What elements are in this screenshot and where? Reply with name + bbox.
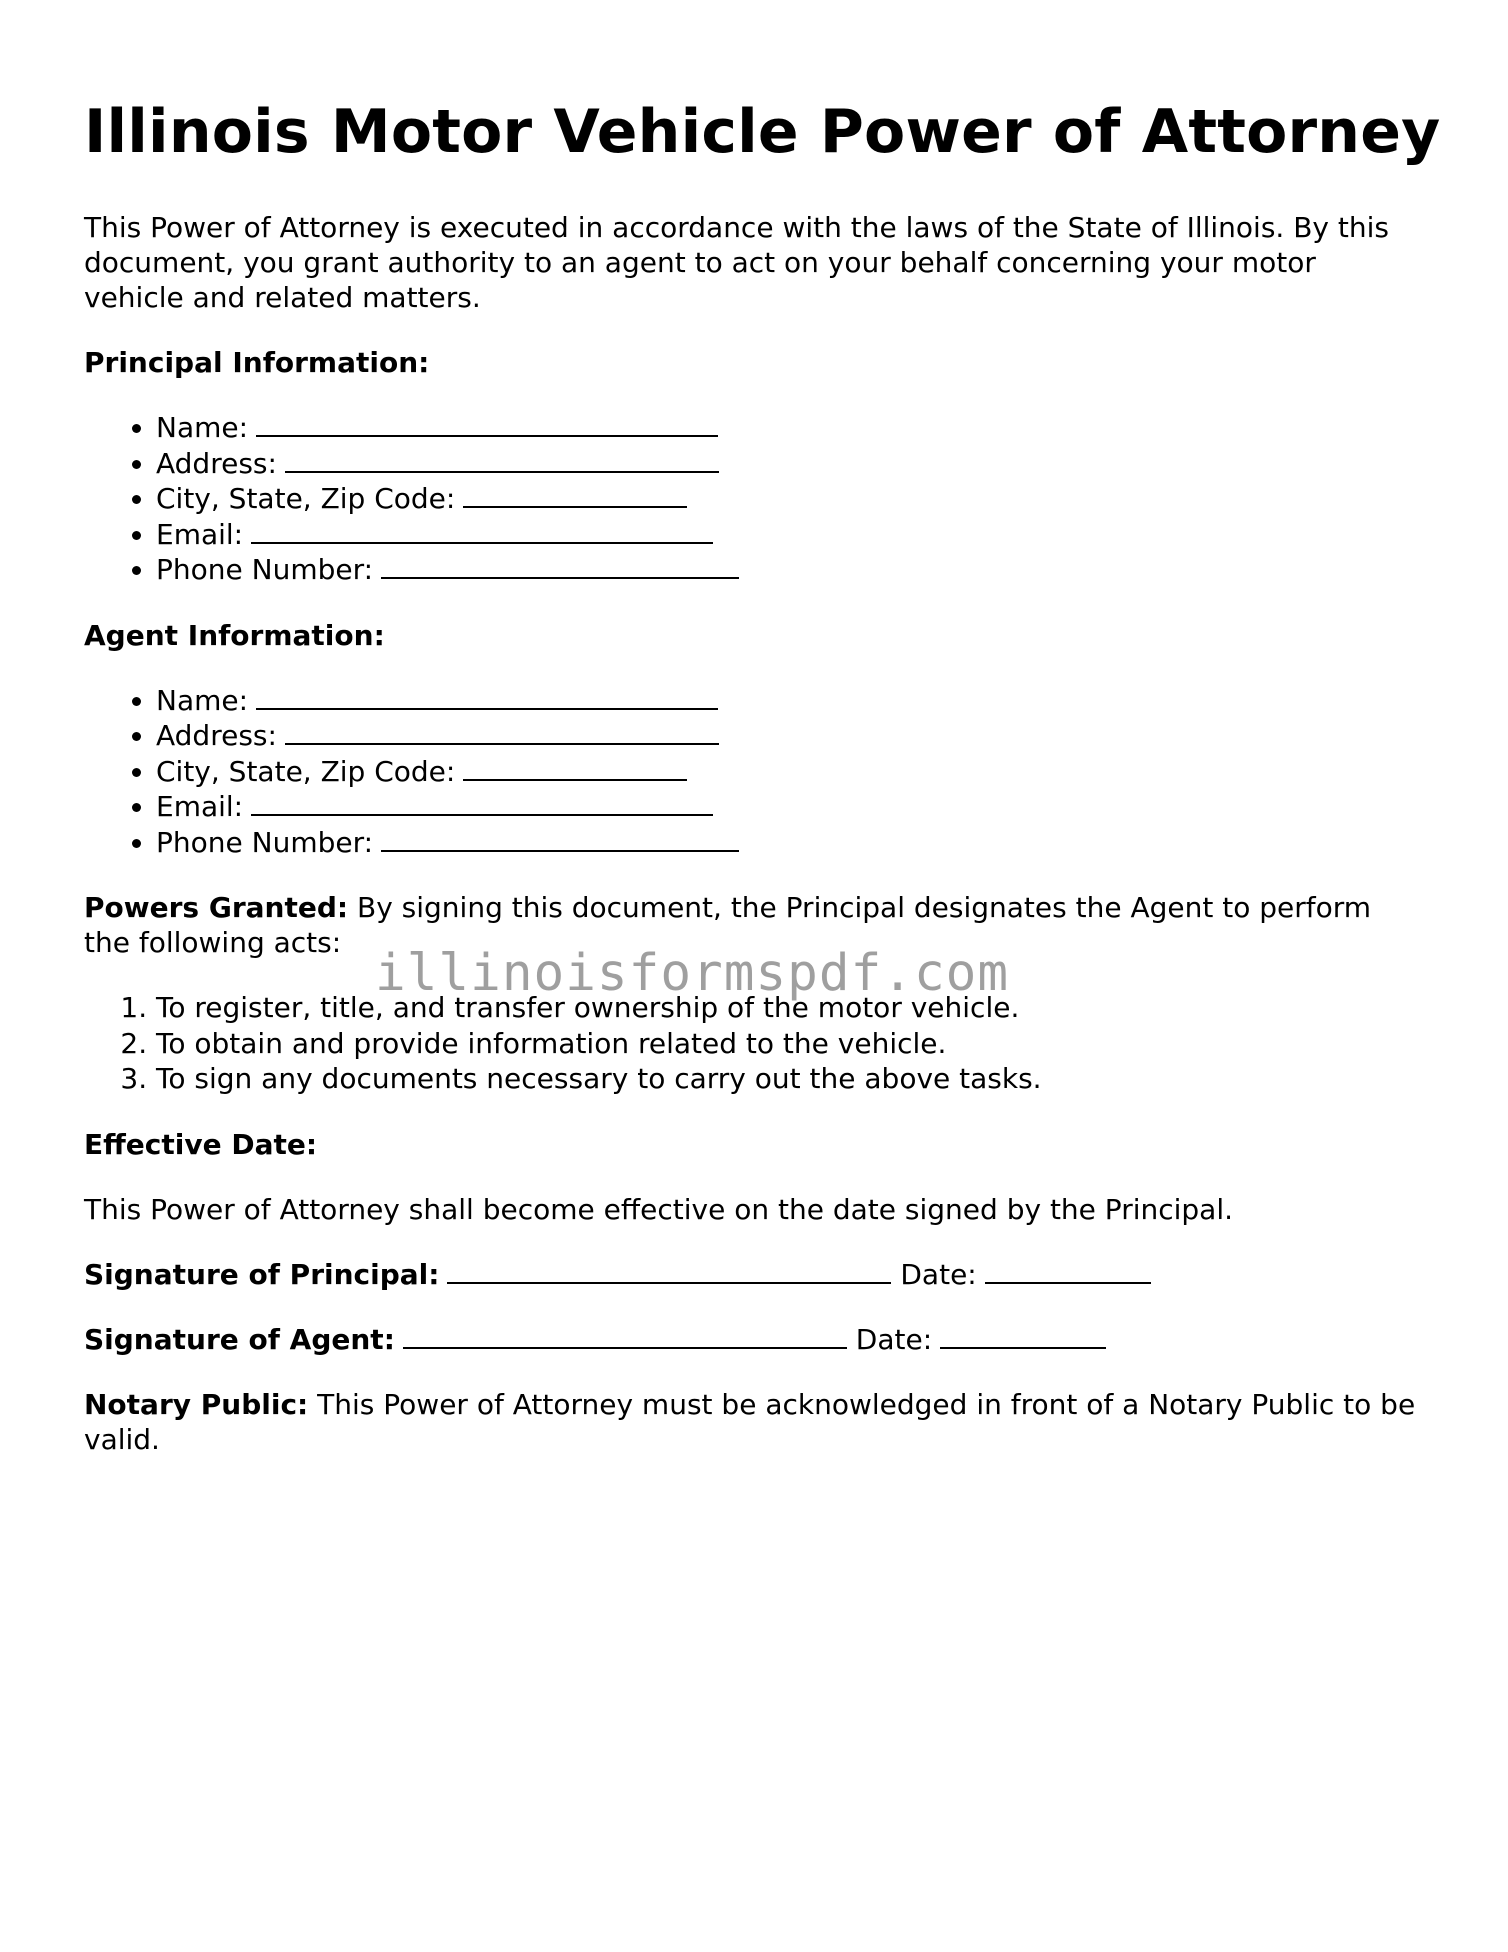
email-blank-line[interactable]	[251, 790, 713, 816]
name-blank-line[interactable]	[256, 411, 718, 437]
principal-heading: Principal Information:	[84, 346, 430, 379]
phone-blank-line[interactable]	[381, 553, 739, 579]
field-label: Name:	[156, 683, 249, 717]
powers-list	[84, 990, 1424, 1097]
agent-field-list	[84, 683, 1424, 861]
agent-signature-label: Signature of Agent:	[84, 1322, 395, 1356]
agent-email-field	[156, 789, 1424, 825]
field-label: Phone Number:	[156, 553, 374, 586]
notary-paragraph	[84, 1387, 1424, 1457]
agent-phone-field	[156, 825, 1424, 861]
notary-text: This Power of Attorney must be acknowledged in front of a Notary Public to be valid.	[84, 1387, 1416, 1456]
principal-city-state-zip-field	[156, 481, 1424, 517]
agent-date-blank[interactable]	[940, 1323, 1106, 1349]
effective-date-heading: Effective Date:	[84, 1127, 318, 1161]
city-state-zip-blank-line[interactable]	[463, 755, 687, 781]
date-label: Date:	[900, 1257, 977, 1291]
watermark-text: illinoisformspdf.com	[375, 944, 1010, 1003]
intro-paragraph: This Power of Attorney is executed in accordance with the laws of the State of Illinois. By this document, you grant authority to an agent to act on your behalf concerning your motor vehicle and related matters.	[84, 211, 1389, 314]
field-label: Address:	[156, 719, 277, 752]
document-title: Illinois Motor Vehicle Power of Attorney	[84, 97, 1441, 167]
field-label: City, State, Zip Code:	[156, 482, 456, 515]
field-label: Email:	[156, 517, 244, 551]
name-blank-line[interactable]	[256, 684, 718, 710]
agent-signature-blank[interactable]	[403, 1323, 847, 1349]
city-state-zip-blank-line[interactable]	[463, 482, 687, 508]
powers-text: By signing this document, the Principal designates the Agent to perform the following acts:	[84, 891, 1372, 959]
principal-field-list	[84, 410, 1424, 588]
principal-email-field	[156, 517, 1424, 553]
principal-name-field	[156, 410, 1424, 446]
field-label: Name:	[156, 411, 249, 444]
field-label: Email:	[156, 790, 244, 823]
powers-heading: Powers Granted:	[84, 891, 349, 924]
principal-signature-blank[interactable]	[447, 1258, 891, 1284]
email-blank-line[interactable]	[251, 518, 713, 544]
principal-date-blank[interactable]	[985, 1258, 1151, 1284]
phone-blank-line[interactable]	[381, 826, 739, 852]
date-label: Date:	[855, 1322, 933, 1356]
address-blank-line[interactable]	[285, 447, 719, 473]
agent-heading: Agent Information:	[84, 618, 385, 652]
agent-address-field	[156, 718, 1424, 754]
principal-address-field	[156, 446, 1424, 482]
address-blank-line[interactable]	[285, 719, 719, 745]
power-item: 2. To obtain and provide information related to the vehicle.	[156, 1026, 1424, 1062]
notary-label: Notary Public:	[84, 1387, 309, 1421]
power-item: 1. To register, title, and transfer ownership of the motor vehicle.	[156, 990, 1424, 1026]
field-label: Phone Number:	[156, 825, 374, 859]
field-label: City, State, Zip Code:	[156, 754, 456, 788]
agent-signature-line	[84, 1322, 1424, 1357]
principal-signature-line	[84, 1257, 1424, 1292]
agent-city-state-zip-field	[156, 754, 1424, 790]
power-item: 3. To sign any documents necessary to carry out the above tasks.	[156, 1061, 1424, 1097]
principal-signature-label: Signature of Principal:	[84, 1257, 440, 1291]
field-label: Address:	[156, 446, 277, 480]
effective-date-text: This Power of Attorney shall become effective on the date signed by the Principal.	[84, 1192, 1234, 1226]
powers-paragraph	[84, 890, 1424, 960]
document-page	[84, 96, 1441, 1487]
agent-name-field	[156, 683, 1424, 719]
principal-phone-field	[156, 552, 1424, 588]
